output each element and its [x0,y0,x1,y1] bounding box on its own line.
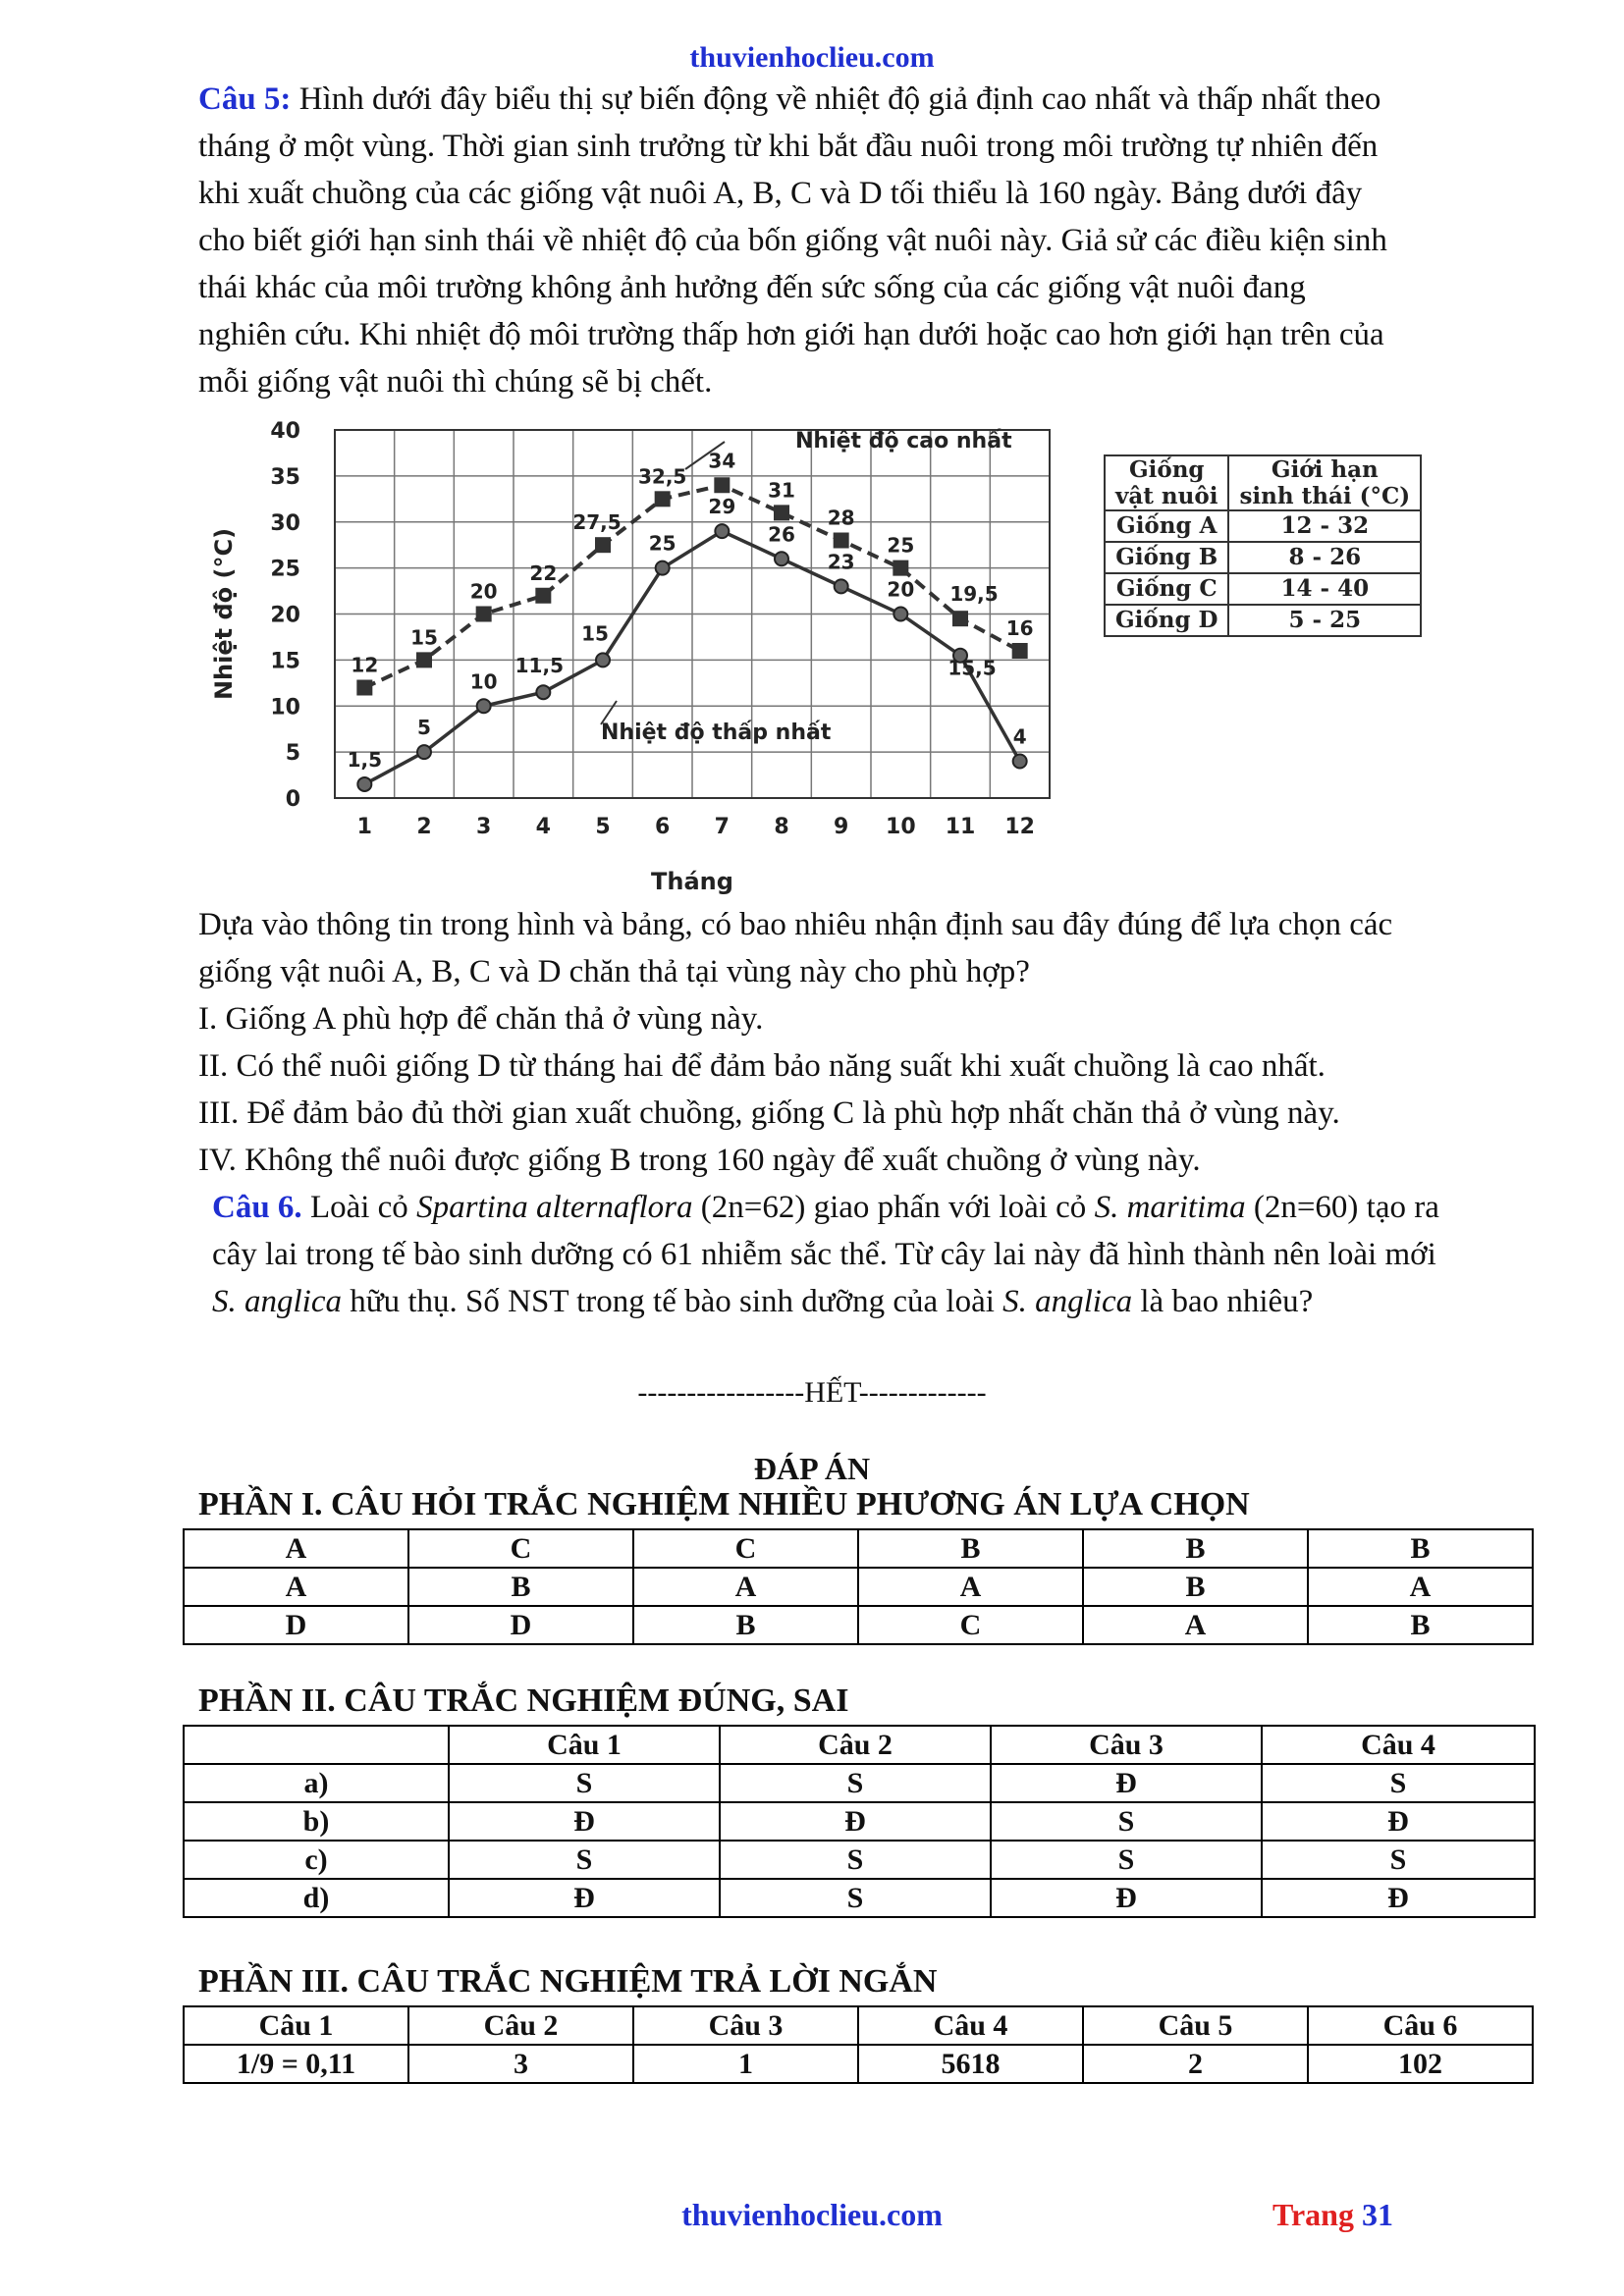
answer-cell: 3 [408,2045,633,2083]
max-point [774,505,789,520]
y-tick-label: 20 [270,603,300,628]
min-point [775,552,788,565]
max-point [655,491,671,507]
question5-label: Câu 5: [198,81,292,117]
x-tick-label: 1 [356,815,372,839]
y-tick-label: 0 [285,787,300,812]
x-tick-label: 12 [1004,815,1035,839]
y-tick-label: 10 [270,695,300,721]
min-point [357,777,371,791]
answer-cell: d) [184,1879,449,1917]
answer-cell: Đ [720,1802,991,1841]
answer-cell: A [858,1568,1083,1606]
table-row [184,1879,1535,1917]
question6-line-1: Câu 6. Loài cỏ Spartina alternaflora (2n=62) giao phấn với loài cỏ S. maritima (2n=60) tạo ra [212,1190,1439,1225]
part1-answer-table [183,1528,1534,1645]
max-point [356,680,372,696]
answer-cell: B [1083,1568,1308,1606]
max-point [893,561,908,576]
answer-cell: C [858,1606,1083,1644]
answer-cell: Đ [1262,1879,1535,1917]
question6-text [212,1184,1528,1325]
answer-cell: B [858,1529,1083,1568]
answer-cell: Đ [991,1764,1262,1802]
header-cell: Câu 1 [184,2006,408,2045]
answer-cell: 102 [1308,2045,1533,2083]
answer-cell: Đ [449,1879,720,1917]
answer-cell: S [449,1841,720,1879]
x-tick-label: 9 [834,815,849,839]
min-data-label: 11,5 [514,654,565,678]
max-point [535,588,551,604]
y-axis-label: Nhiệt độ (°C) [210,527,238,701]
max-data-label: 19,5 [949,582,999,607]
max-data-label: 28 [827,506,855,530]
answer-cell: 2 [1083,2045,1308,2083]
x-tick-label: 7 [714,815,730,839]
max-data-label: 12 [351,653,379,677]
max-data-label: 15 [410,625,438,650]
answer-cell: Đ [449,1802,720,1841]
limits-row: Giống D 5 - 25 [1105,605,1421,636]
answer-cell: B [1083,1529,1308,1568]
max-point [595,537,611,553]
min-point [417,745,431,759]
max-point [1012,643,1028,659]
answer-cell: D [408,1606,633,1644]
table-row [184,1841,1535,1879]
answer-cell: C [408,1529,633,1568]
end-marker: -----------------HẾT------------- [637,1376,987,1409]
header-cell: Câu 4 [1262,1726,1535,1764]
y-tick-label: 30 [270,510,300,536]
max-data-label: 27,5 [572,510,622,535]
answer-cell: S [991,1802,1262,1841]
answer-cell: A [1083,1606,1308,1644]
min-data-label: 15 [581,621,609,646]
header-cell: Câu 6 [1308,2006,1533,2045]
answer-cell: S [991,1841,1262,1879]
part2-answer-table [183,1725,1536,1918]
max-point [714,477,730,493]
min-point [835,579,848,593]
min-data-label: 15,5 [947,656,997,680]
min-data-label: 29 [708,495,736,519]
limits-row: Giống B 8 - 26 [1105,542,1421,573]
min-point [477,699,491,713]
question6-line-3: S. anglica hữu thụ. Số NST trong tế bào sinh dưỡng của loài S. anglica là bao nhiêu? [212,1284,1314,1319]
answer-cell: 5618 [858,2045,1083,2083]
x-tick-label: 8 [774,815,789,839]
min-point [656,561,670,575]
max-point [476,607,492,622]
max-point [834,533,849,549]
limits-header-range: Giới hạn sinh thái (°C) [1228,455,1421,510]
ecological-limits-table [1104,454,1422,637]
max-data-label: 25 [887,533,915,558]
header-cell [184,1726,449,1764]
answer-cell: 1/9 = 0,11 [184,2045,408,2083]
y-tick-label: 25 [270,557,300,582]
y-tick-label: 40 [270,419,300,444]
answer-cell: S [720,1879,991,1917]
footer-page: Trang 31 [1272,2197,1393,2232]
min-data-label: 25 [648,531,677,556]
prompt-line: Dựa vào thông tin trong hình và bảng, có bao nhiêu nhận định sau đây đúng để lựa chọn các [198,907,1393,942]
answer-cell: A [184,1568,408,1606]
min-data-label: 5 [417,716,431,740]
max-point [416,652,432,667]
answer-cell: B [1308,1529,1533,1568]
statement-4: IV. Không thể nuôi được giống B trong 160 ngày để xuất chuồng ở vùng này. [198,1143,1201,1178]
header-cell: Câu 5 [1083,2006,1308,2045]
answer-cell: S [720,1764,991,1802]
min-point [536,685,550,699]
header-cell: Câu 2 [408,2006,633,2045]
header-cell: Câu 3 [991,1726,1262,1764]
question6-line-2: cây lai trong tế bào sinh dưỡng có 61 nhiễm sắc thể. Từ cây lai này đã hình thành nên loài mới [212,1237,1436,1272]
answer-cell: A [1308,1568,1533,1606]
x-tick-label: 4 [535,815,551,839]
y-tick-label: 15 [270,649,300,674]
x-tick-label: 2 [416,815,432,839]
answer-cell: Đ [991,1879,1262,1917]
limits-header-row [1105,455,1421,510]
table-row [184,1568,1533,1606]
answer-cell: C [633,1529,858,1568]
x-tick-label: 6 [655,815,671,839]
part2-title: PHẦN II. CÂU TRẮC NGHIỆM ĐÚNG, SAI [198,1682,849,1719]
x-tick-label: 10 [886,815,916,839]
table-header-row [184,2006,1533,2045]
min-data-label: 10 [469,669,498,694]
statement-2: II. Có thể nuôi giống D từ tháng hai để đảm bảo năng suất khi xuất chuồng là cao nhất. [198,1048,1326,1084]
answers-title: ĐÁP ÁN [753,1451,871,1486]
limits-row: Giống C 14 - 40 [1105,573,1421,605]
answer-cell: c) [184,1841,449,1879]
x-tick-label: 5 [595,815,611,839]
header-site[interactable]: thuvienhoclieu.com [689,41,935,74]
question5-text [198,76,1524,405]
statement-3: III. Để đảm bảo đủ thời gian xuất chuồng, giống C là phù hợp nhất chăn thả ở vùng này. [198,1095,1340,1131]
statement-1: I. Giống A phù hợp để chăn thả ở vùng này. [198,1001,764,1037]
question5-line-2: tháng ở một vùng. Thời gian sinh trưởng từ khi bắt đầu nuôi trong môi trường tự nhiên đến [198,129,1379,164]
min-point [1013,755,1027,769]
answer-cell: B [408,1568,633,1606]
answer-cell: A [633,1568,858,1606]
limits-header-breed: Giống vật nuôi [1105,455,1228,510]
y-tick-label: 5 [285,741,300,767]
min-data-label: 1,5 [347,747,383,772]
header-cell: Câu 3 [633,2006,858,2045]
answer-cell: b) [184,1802,449,1841]
max-series-name: Nhiệt độ cao nhất [795,429,1012,454]
temperature-chart [196,410,1080,901]
answer-cell: D [184,1606,408,1644]
table-row [184,1529,1533,1568]
max-data-label: 31 [768,478,795,503]
min-data-label: 4 [1012,724,1027,749]
answer-cell: B [1308,1606,1533,1644]
min-data-label: 23 [827,550,855,574]
question5-line-6: nghiên cứu. Khi nhiệt độ môi trường thấp hơn giới hạn dưới hoặc cao hơn giới hạn trên của [198,317,1384,352]
max-data-label: 16 [1005,616,1034,640]
max-data-label: 34 [708,449,736,473]
x-axis-label: Tháng [651,868,733,895]
answer-cell: S [1262,1841,1535,1879]
answer-cell: S [449,1764,720,1802]
answer-cell: S [720,1841,991,1879]
header-cell: Câu 4 [858,2006,1083,2045]
answer-cell: Đ [1262,1802,1535,1841]
question6-label: Câu 6. [212,1190,302,1225]
answer-cell: B [633,1606,858,1644]
question5-line-3: khi xuất chuồng của các giống vật nuôi A, B, C và D tối thiểu là 160 ngày. Bảng dưới đây [198,176,1363,211]
answer-cell: S [1262,1764,1535,1802]
table-row [184,1764,1535,1802]
question5-line-1: Câu 5: Hình dưới đây biểu thị sự biến động về nhiệt độ giả định cao nhất và thấp nhất theo [198,81,1381,117]
table-row [184,1606,1533,1644]
question5-line-5: thái khác của môi trường không ảnh hưởng đến sức sống của các giống vật nuôi đang [198,270,1306,305]
max-data-label: 22 [529,561,558,585]
part3-answer-table [183,2005,1534,2084]
part3-title: PHẦN III. CÂU TRẮC NGHIỆM TRẢ LỜI NGẮN [198,1963,938,2000]
min-point [893,608,907,621]
footer-site[interactable]: thuvienhoclieu.com [681,2197,943,2232]
max-point [952,611,968,626]
max-data-label: 20 [469,579,498,604]
answer-cell: a) [184,1764,449,1802]
question5-line-4: cho biết giới hạn sinh thái về nhiệt độ của bốn giống vật nuôi này. Giả sử các điều kiện sinh [198,223,1387,258]
question5-line-7: mỗi giống vật nuôi thì chúng sẽ bị chết. [198,364,713,400]
limits-row: Giống A 12 - 32 [1105,510,1421,542]
y-tick-label: 35 [270,464,300,490]
prompt-line: giống vật nuôi A, B, C và D chăn thả tại vùng này cho phù hợp? [198,954,1030,989]
part1-title: PHẦN I. CÂU HỎI TRẮC NGHIỆM NHIỀU PHƯƠNG ÁN LỰA CHỌN [198,1486,1250,1522]
table-row [184,1802,1535,1841]
min-point [715,524,729,538]
table-header-row [184,1726,1535,1764]
header-cell: Câu 2 [720,1726,991,1764]
max-data-label: 32,5 [637,464,687,489]
min-data-label: 20 [887,577,915,602]
answer-cell: 1 [633,2045,858,2083]
header-cell: Câu 1 [449,1726,720,1764]
min-data-label: 26 [768,522,795,547]
table-row [184,2045,1533,2083]
answer-cell: A [184,1529,408,1568]
min-point [596,653,610,667]
x-tick-label: 11 [945,815,976,839]
min-series-name: Nhiệt độ thấp nhất [601,721,832,745]
x-tick-label: 3 [476,815,492,839]
question5-prompt [198,901,1573,1184]
